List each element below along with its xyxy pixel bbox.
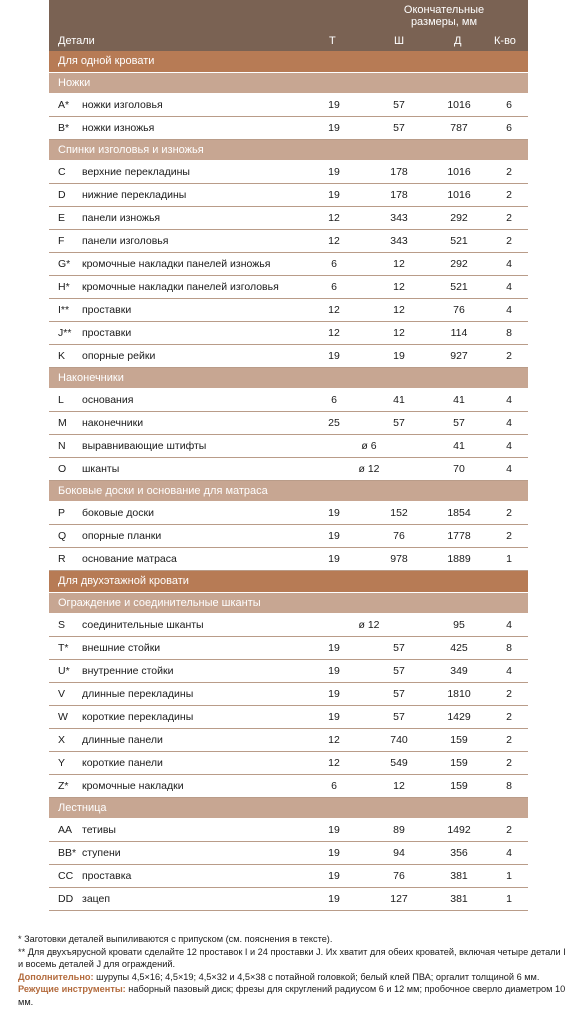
part-width: 41 xyxy=(393,394,405,406)
part-width: 12 xyxy=(393,327,405,339)
part-quantity: 2 xyxy=(506,212,512,224)
section-header: Для двухэтажной кровати xyxy=(49,571,528,593)
part-name: наконечники xyxy=(82,417,144,429)
part-id: X xyxy=(58,734,66,746)
part-thickness: 19 xyxy=(328,122,340,134)
part-width: 57 xyxy=(393,642,405,654)
part-id: W xyxy=(58,711,68,723)
cut-list-table xyxy=(49,51,528,911)
part-id: P xyxy=(58,507,66,519)
part-thickness: 19 xyxy=(328,688,340,700)
part-name: опорные рейки xyxy=(82,350,156,362)
table-row xyxy=(49,842,528,865)
part-id: E xyxy=(58,212,66,224)
part-name: кромочные накладки xyxy=(82,780,184,792)
part-name: длинные перекладины xyxy=(82,688,194,700)
part-diameter: ø 6 xyxy=(361,440,377,452)
part-id: T* xyxy=(58,642,69,654)
col-header-parts: Детали xyxy=(58,35,95,47)
part-thickness: 6 xyxy=(331,281,337,293)
part-id: S xyxy=(58,619,66,631)
part-quantity: 4 xyxy=(506,304,512,316)
part-quantity: 4 xyxy=(506,440,512,452)
table-row xyxy=(49,412,528,435)
part-width: 178 xyxy=(390,189,408,201)
table-row xyxy=(49,299,528,322)
part-width: 57 xyxy=(393,417,405,429)
part-quantity: 1 xyxy=(506,893,512,905)
table-row xyxy=(49,775,528,798)
part-length: 159 xyxy=(450,734,468,746)
part-length: 1778 xyxy=(447,530,471,542)
part-width: 57 xyxy=(393,122,405,134)
part-name: верхние перекладины xyxy=(82,166,190,178)
part-length: 927 xyxy=(450,350,468,362)
table-row xyxy=(49,276,528,299)
col-header-thickness: Т xyxy=(329,35,336,47)
part-quantity: 8 xyxy=(506,327,512,339)
subsection-header: Спинки изголовья и изножья xyxy=(49,140,528,161)
subsection-header: Боковые доски и основание для матраса xyxy=(49,481,528,502)
part-width: 12 xyxy=(393,780,405,792)
part-length: 1016 xyxy=(447,99,471,111)
part-length: 787 xyxy=(450,122,468,134)
part-width: 549 xyxy=(390,757,408,769)
table-row xyxy=(49,345,528,368)
tools-text: наборный пазовый диск; фрезы для скруглений радиусом 6 и 12 мм; пробочное сверло диаметром 10 мм. xyxy=(18,984,566,1007)
part-thickness: 19 xyxy=(328,553,340,565)
table-row xyxy=(49,502,528,525)
part-id: G* xyxy=(58,258,71,270)
footnote-2: ** Для двухъярусной кровати сделайте 12 проставок I и 24 проставки J. Их хватит для обеих кроватей, включая четыре детали I и восемь деталей J для ограждений. xyxy=(18,946,566,969)
part-width: 12 xyxy=(393,281,405,293)
table-row xyxy=(49,389,528,412)
part-width: 57 xyxy=(393,711,405,723)
extra-label: Дополнительно: xyxy=(18,971,94,982)
part-id: H* xyxy=(58,281,70,293)
subsection-header: Наконечники xyxy=(49,368,528,389)
table-row xyxy=(49,706,528,729)
part-thickness: 6 xyxy=(331,394,337,406)
part-id: AA xyxy=(58,824,73,836)
part-quantity: 2 xyxy=(506,507,512,519)
part-length: 381 xyxy=(450,893,468,905)
part-id: C xyxy=(58,166,66,178)
part-id: I** xyxy=(58,304,70,316)
part-quantity: 6 xyxy=(506,122,512,134)
tools-label: Режущие инструменты: xyxy=(18,984,126,994)
part-quantity: 2 xyxy=(506,350,512,362)
part-length: 70 xyxy=(453,463,465,475)
part-width: 57 xyxy=(393,688,405,700)
table-row xyxy=(49,819,528,842)
col-header-length: Д xyxy=(454,35,462,47)
part-length: 425 xyxy=(450,642,468,654)
part-length: 521 xyxy=(450,281,468,293)
part-quantity: 2 xyxy=(506,824,512,836)
footnote-extra xyxy=(18,971,566,984)
part-id: U* xyxy=(58,665,70,677)
part-length: 292 xyxy=(450,212,468,224)
subsection-header: Ножки xyxy=(49,73,528,94)
part-quantity: 2 xyxy=(506,530,512,542)
part-name: нижние перекладины xyxy=(82,189,187,201)
part-quantity: 2 xyxy=(506,166,512,178)
part-length: 1492 xyxy=(447,824,471,836)
part-thickness: 12 xyxy=(328,304,340,316)
part-width: 978 xyxy=(390,553,408,565)
part-quantity: 4 xyxy=(506,394,512,406)
final-sizes-title-line2: размеры, мм xyxy=(410,16,478,28)
subsection-header: Ограждение и соединительные шканты xyxy=(49,593,528,614)
part-id: R xyxy=(58,553,66,565)
part-name: боковые доски xyxy=(82,507,154,519)
part-thickness: 19 xyxy=(328,507,340,519)
part-width: 57 xyxy=(393,99,405,111)
part-width: 12 xyxy=(393,258,405,270)
table-row xyxy=(49,161,528,184)
part-name: внешние стойки xyxy=(82,642,161,654)
table-row xyxy=(49,548,528,571)
part-quantity: 4 xyxy=(506,619,512,631)
part-quantity: 2 xyxy=(506,757,512,769)
footnote-1: * Заготовки деталей выпиливаются с припуском (см. пояснения в тексте). xyxy=(18,934,333,944)
table-row xyxy=(49,729,528,752)
part-name: короткие перекладины xyxy=(82,711,194,723)
part-quantity: 2 xyxy=(506,711,512,723)
part-id: Y xyxy=(58,757,66,769)
part-quantity: 6 xyxy=(506,99,512,111)
part-thickness: 19 xyxy=(328,665,340,677)
section-header: Для одной кровати xyxy=(49,51,528,73)
part-width: 12 xyxy=(393,304,405,316)
part-width: 76 xyxy=(393,870,405,882)
part-quantity: 4 xyxy=(506,417,512,429)
part-quantity: 1 xyxy=(506,553,512,565)
part-quantity: 1 xyxy=(506,870,512,882)
part-length: 159 xyxy=(450,757,468,769)
part-length: 1810 xyxy=(447,688,471,700)
part-name: ножки изножья xyxy=(82,122,155,134)
part-quantity: 4 xyxy=(506,847,512,859)
part-length: 1889 xyxy=(447,553,471,565)
part-name: кромочные накладки панелей изголовья xyxy=(82,281,279,293)
part-length: 381 xyxy=(450,870,468,882)
table-row xyxy=(49,683,528,706)
part-quantity: 8 xyxy=(506,642,512,654)
part-length: 159 xyxy=(450,780,468,792)
part-length: 1429 xyxy=(447,711,471,723)
part-quantity: 2 xyxy=(506,734,512,746)
part-id: DD xyxy=(58,893,74,905)
table-row xyxy=(49,637,528,660)
part-thickness: 12 xyxy=(328,327,340,339)
part-thickness: 12 xyxy=(328,235,340,247)
part-id: V xyxy=(58,688,66,700)
table-row xyxy=(49,230,528,253)
part-length: 349 xyxy=(450,665,468,677)
part-thickness: 19 xyxy=(328,189,340,201)
part-thickness: 12 xyxy=(328,734,340,746)
part-quantity: 4 xyxy=(506,665,512,677)
part-quantity: 2 xyxy=(506,688,512,700)
part-name: опорные планки xyxy=(82,530,162,542)
footnote-tools xyxy=(18,983,566,1008)
part-thickness: 19 xyxy=(328,847,340,859)
part-length: 1854 xyxy=(447,507,471,519)
table-row xyxy=(49,253,528,276)
table-row xyxy=(49,435,528,458)
table-row xyxy=(49,184,528,207)
part-length: 521 xyxy=(450,235,468,247)
part-id: Z* xyxy=(58,780,69,792)
part-id: D xyxy=(58,189,66,201)
part-diameter: ø 12 xyxy=(358,619,380,631)
table-row xyxy=(49,94,528,117)
part-length: 76 xyxy=(453,304,465,316)
part-id: M xyxy=(58,417,67,429)
part-name: панели изножья xyxy=(82,212,161,224)
part-name: ножки изголовья xyxy=(82,99,163,111)
part-width: 89 xyxy=(393,824,405,836)
col-header-quantity: К-во xyxy=(494,35,516,47)
part-thickness: 19 xyxy=(328,642,340,654)
part-name: ступени xyxy=(82,847,121,859)
footnotes xyxy=(18,933,566,1008)
part-id: O xyxy=(58,463,67,475)
part-width: 57 xyxy=(393,665,405,677)
part-length: 356 xyxy=(450,847,468,859)
part-thickness: 19 xyxy=(328,893,340,905)
table-row xyxy=(49,865,528,888)
part-id: CC xyxy=(58,870,74,882)
part-thickness: 6 xyxy=(331,780,337,792)
part-width: 343 xyxy=(390,212,408,224)
part-quantity: 4 xyxy=(506,258,512,270)
part-name: короткие панели xyxy=(82,757,163,769)
table-row xyxy=(49,117,528,140)
part-thickness: 19 xyxy=(328,870,340,882)
part-quantity: 8 xyxy=(506,780,512,792)
part-width: 19 xyxy=(393,350,405,362)
part-name: панели изголовья xyxy=(82,235,169,247)
part-name: основания xyxy=(82,394,134,406)
part-id: K xyxy=(58,350,66,362)
part-length: 57 xyxy=(453,417,465,429)
part-quantity: 4 xyxy=(506,281,512,293)
part-length: 41 xyxy=(453,394,465,406)
part-length: 1016 xyxy=(447,189,471,201)
part-id: B* xyxy=(58,122,70,134)
part-name: проставки xyxy=(82,327,132,339)
subsection-header: Лестница xyxy=(49,798,528,819)
part-width: 152 xyxy=(390,507,408,519)
part-width: 127 xyxy=(390,893,408,905)
part-name: внутренние стойки xyxy=(82,665,174,677)
part-name: соединительные шканты xyxy=(82,619,204,631)
part-length: 292 xyxy=(450,258,468,270)
part-thickness: 19 xyxy=(328,166,340,178)
part-id: N xyxy=(58,440,66,452)
table-row xyxy=(49,458,528,481)
part-width: 94 xyxy=(393,847,405,859)
part-id: L xyxy=(58,394,64,406)
part-quantity: 2 xyxy=(506,235,512,247)
table-row xyxy=(49,888,528,911)
part-width: 343 xyxy=(390,235,408,247)
part-thickness: 25 xyxy=(328,417,340,429)
final-sizes-title-line1: Окончательные xyxy=(403,4,485,16)
part-thickness: 19 xyxy=(328,350,340,362)
part-name: выравнивающие штифты xyxy=(82,440,207,452)
part-width: 740 xyxy=(390,734,408,746)
final-sizes-title xyxy=(369,4,519,28)
part-id: F xyxy=(58,235,65,247)
table-row xyxy=(49,752,528,775)
part-length: 41 xyxy=(453,440,465,452)
part-quantity: 4 xyxy=(506,463,512,475)
part-name: проставки xyxy=(82,304,132,316)
part-name: проставка xyxy=(82,870,132,882)
col-header-width: Ш xyxy=(394,35,405,47)
part-name: кромочные накладки панелей изножья xyxy=(82,258,271,270)
table-header xyxy=(49,0,528,51)
table-row xyxy=(49,660,528,683)
part-thickness: 19 xyxy=(328,99,340,111)
part-width: 76 xyxy=(393,530,405,542)
part-length: 114 xyxy=(450,327,468,339)
part-name: длинные панели xyxy=(82,734,163,746)
table-row xyxy=(49,525,528,548)
part-name: шканты xyxy=(82,463,120,475)
part-length: 95 xyxy=(453,619,465,631)
part-quantity: 2 xyxy=(506,189,512,201)
table-row xyxy=(49,322,528,345)
part-id: A* xyxy=(58,99,70,111)
part-name: зацеп xyxy=(82,893,111,905)
part-thickness: 19 xyxy=(328,530,340,542)
part-thickness: 12 xyxy=(328,757,340,769)
part-length: 1016 xyxy=(447,166,471,178)
part-name: основание матраса xyxy=(82,553,177,565)
part-id: Q xyxy=(58,530,67,542)
part-thickness: 6 xyxy=(331,258,337,270)
part-id: J** xyxy=(58,327,72,339)
part-name: тетивы xyxy=(82,824,116,836)
extra-text: шурупы 4,5×16; 4,5×19; 4,5×32 и 4,5×38 с потайной головкой; белый клей ПВА; оргалит толщиной 6 мм. xyxy=(93,971,540,982)
part-thickness: 19 xyxy=(328,824,340,836)
part-thickness: 19 xyxy=(328,711,340,723)
part-diameter: ø 12 xyxy=(358,463,380,475)
part-thickness: 12 xyxy=(328,212,340,224)
part-id: BB* xyxy=(58,847,77,859)
table-row xyxy=(49,614,528,637)
table-row xyxy=(49,207,528,230)
part-width: 178 xyxy=(390,166,408,178)
